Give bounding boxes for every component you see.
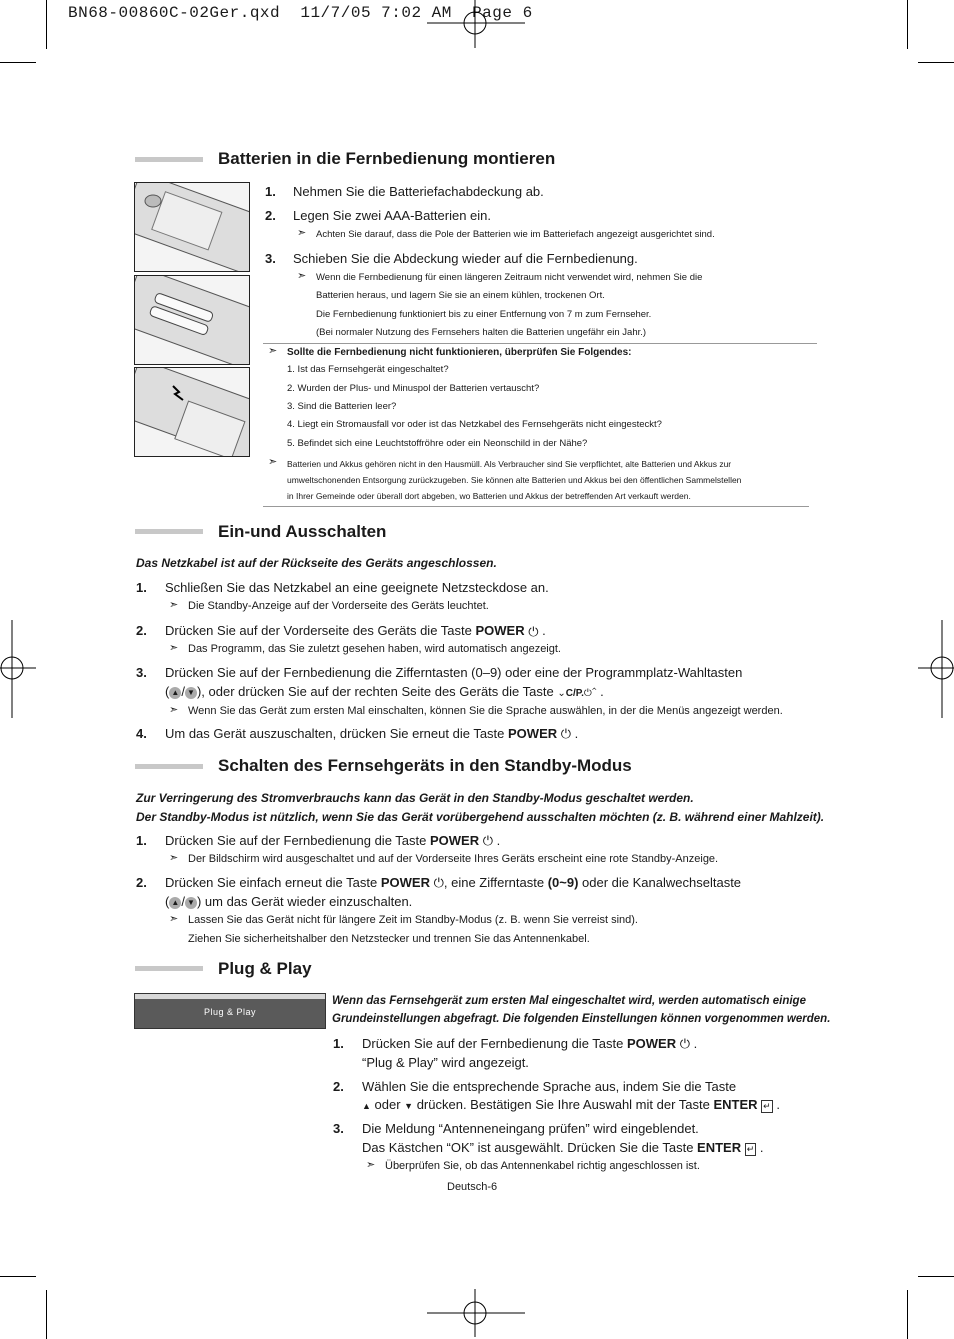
section-title-batterien: Batterien in die Fernbedienung montieren — [218, 149, 556, 168]
registration-mark-icon — [918, 620, 954, 720]
step-number: 2. — [265, 208, 276, 223]
step-text: Das Kästchen “OK” ist ausgewählt. Drücken Sie die Taste ENTER ↵ . — [362, 1140, 764, 1155]
step-number: 3. — [333, 1121, 344, 1136]
note-text: Achten Sie darauf, dass die Pole der Batterien wie im Batteriefach angezeigt ausgerichtet sind. — [316, 229, 715, 240]
note-text: umweltschonenden Entsorgung zurückzugeben. Sie können alte Batterien und Akkus bei den öffentlichen Sammelstellen — [287, 475, 742, 485]
remote-batteries-illustration — [134, 275, 250, 365]
remote-close-cover-illustration — [134, 367, 250, 457]
up-arrow-icon: ▲ — [362, 1101, 371, 1111]
step-number: 1. — [136, 580, 147, 595]
arrow-note-icon: ➣ — [297, 270, 307, 282]
list-item: 2. Wurden der Plus- und Minuspol der Batterien vertauscht? — [287, 383, 540, 394]
step-text: Drücken Sie auf der Fernbedienung die Zifferntasten (0–9) oder eine der Programmplatz-Wahltasten — [165, 665, 743, 680]
trouble-title: Sollte die Fernbedienung nicht funktionieren, überprüfen Sie Folgendes: — [287, 347, 632, 358]
note-text: in Ihrer Gemeinde oder überall dort abgeben, wo Batterien und Akkus der betreffenden Art verkauft werden. — [287, 491, 691, 501]
step-number: 1. — [333, 1036, 344, 1051]
crop-mark — [0, 62, 36, 63]
crop-mark — [918, 1276, 954, 1277]
registration-mark-icon — [0, 620, 36, 720]
list-item: 1. Ist das Fernsehgerät eingeschaltet? — [287, 364, 449, 375]
power-icon: ⏻ — [679, 1036, 691, 1051]
section-bar — [135, 764, 203, 769]
step-number: 2. — [136, 623, 147, 638]
crop-mark — [46, 1290, 47, 1339]
section-bar — [135, 529, 203, 534]
channel-down-icon: ▼ — [185, 897, 197, 909]
note-text: (Bei normaler Nutzung des Fernsehers halten die Batterien ungefähr ein Jahr.) — [316, 327, 647, 338]
list-item: 4. Liegt ein Stromausfall vor oder ist das Netzkabel des Fernsehgeräts nicht eingesteckt? — [287, 419, 662, 430]
step-number: 2. — [333, 1079, 344, 1094]
crop-mark — [0, 1276, 36, 1277]
note-text: Batterien und Akkus gehören nicht in den Hausmüll. Als Verbraucher sind Sie verpflichtet, alte Batterien und Akkus zur — [287, 459, 732, 469]
power-icon: ⏻ — [433, 875, 444, 890]
arrow-note-icon: ➣ — [268, 456, 278, 468]
step-text: Die Meldung “Antenneneingang prüfen” wird eingeblendet. — [362, 1121, 699, 1136]
step-text: Schließen Sie das Netzkabel an eine geeignete Netzsteckdose an. — [165, 580, 549, 595]
power-icon: ⏻ — [482, 833, 494, 848]
enter-icon: ↵ — [763, 1101, 771, 1111]
note-text: Wenn die Fernbedienung für einen längeren Zeitraum nicht verwendet wird, nehmen Sie die — [316, 272, 703, 283]
arrow-note-icon: ➣ — [169, 704, 179, 716]
print-header: BN68-00860C-02Ger.qxd 11/7/05 7:02 AM Page 6 — [68, 4, 533, 22]
arrow-note-icon: ➣ — [297, 227, 307, 239]
step-number: 3. — [136, 665, 147, 680]
step-text: Drücken Sie auf der Fernbedienung die Taste POWER ⏻ . — [165, 833, 501, 848]
section-bar — [135, 157, 203, 162]
step-text: Drücken Sie auf der Vorderseite des Geräts die Taste POWER ⏻ . — [165, 623, 546, 639]
arrow-note-icon: ➣ — [169, 642, 179, 654]
crop-mark — [46, 0, 47, 49]
step-text: Drücken Sie auf der Fernbedienung die Taste POWER ⏻ . — [362, 1036, 698, 1051]
step-text: ▲ oder ▼ drücken. Bestätigen Sie Ihre Auswahl mit der Taste ENTER ↵ . — [362, 1097, 780, 1112]
arrow-note-icon: ➣ — [169, 599, 179, 611]
step-number: 2. — [136, 875, 147, 890]
section-intro: Das Netzkabel ist auf der Rückseite des Geräts angeschlossen. — [136, 556, 497, 570]
step-number: 1. — [265, 184, 276, 199]
note-text: Überprüfen Sie, ob das Antennenkabel richtig angeschlossen ist. — [385, 1160, 700, 1172]
page-number: Deutsch-6 — [447, 1181, 498, 1193]
registration-mark-icon — [427, 0, 527, 50]
arrow-note-icon: ➣ — [366, 1159, 376, 1171]
note-text: Die Fernbedienung funktioniert bis zu einer Entfernung von 7 m zum Fernseher. — [316, 309, 652, 320]
list-item: 5. Befindet sich eine Leuchtstoffröhre oder ein Neonschild in der Nähe? — [287, 438, 588, 449]
note-text: Wenn Sie das Gerät zum ersten Mal einschalten, können Sie die Sprache auswählen, in der die Menüs angezeigt werden. — [188, 705, 783, 717]
section-intro: Grundeinstellungen abgefragt. Die folgenden Einstellungen können vorgenommen werden. — [332, 1013, 831, 1025]
step-text: ( ▲ / ▼ ), oder drücken Sie auf der rechten Seite des Geräts die Taste ⌄C/P.⏻⌃ . — [165, 684, 604, 699]
plug-and-play-osd — [134, 993, 326, 1029]
step-text: ( ▲ / ▼ ) um das Gerät wieder einzuschalten. — [165, 894, 413, 909]
osd-label: Plug & Play — [203, 1007, 257, 1017]
registration-mark-icon — [427, 1289, 527, 1339]
section-title-standby: Schalten des Fernsehgeräts in den Standby-Modus — [218, 756, 632, 775]
step-text: Legen Sie zwei AAA-Batterien ein. — [293, 208, 492, 223]
step-text: Drücken Sie einfach erneut die Taste POWER ⏻, eine Zifferntaste (0~9) oder die Kanalwechseltaste — [165, 875, 742, 890]
channel-up-icon: ▲ — [169, 897, 181, 909]
enter-icon: ↵ — [746, 1144, 755, 1154]
section-intro: Zur Verringerung des Stromverbrauchs kann das Gerät in den Standby-Modus geschaltet werden. — [136, 791, 694, 805]
divider — [263, 343, 817, 344]
note-text: Der Bildschirm wird ausgeschaltet und auf der Vorderseite Ihres Geräts erscheint eine rote Standby-Anzeige. — [188, 853, 719, 865]
divider — [263, 506, 809, 507]
arrow-note-icon: ➣ — [268, 345, 278, 357]
note-text: Das Programm, das Sie zuletzt gesehen haben, wird automatisch angezeigt. — [188, 643, 561, 655]
arrow-note-icon: ➣ — [169, 913, 179, 925]
power-icon: ⏻ — [528, 623, 539, 639]
note-text: Ziehen Sie sicherheitshalber den Netzstecker und trennen Sie das Antennenkabel. — [188, 933, 590, 945]
list-item: 3. Sind die Batterien leer? — [287, 401, 397, 412]
channel-up-icon: ▲ — [169, 687, 181, 699]
crop-mark — [907, 1290, 908, 1339]
step-text: Nehmen Sie die Batteriefachabdeckung ab. — [293, 184, 544, 199]
step-number: 4. — [136, 726, 147, 741]
step-text: Um das Gerät auszuschalten, drücken Sie erneut die Taste POWER ⏻ . — [165, 726, 579, 741]
section-intro: Der Standby-Modus ist nützlich, wenn Sie das Gerät vorübergehend ausschalten möchten (z. B. während einer Mahlzeit). — [136, 810, 825, 824]
crop-mark — [907, 0, 908, 49]
section-bar — [135, 966, 203, 971]
step-text: “Plug & Play” wird angezeigt. — [362, 1055, 529, 1070]
crop-mark — [918, 62, 954, 63]
note-text: Lassen Sie das Gerät nicht für längere Zeit im Standby-Modus (z. B. wenn Sie verreist sind). — [188, 914, 638, 926]
step-number: 1. — [136, 833, 147, 848]
down-arrow-icon: ▼ — [404, 1101, 414, 1111]
arrow-note-icon: ➣ — [169, 852, 179, 864]
note-text: Die Standby-Anzeige auf der Vorderseite des Geräts leuchtet. — [188, 600, 489, 612]
step-number: 3. — [265, 251, 276, 266]
note-text: Batterien heraus, und lagern Sie sie an einem kühlen, trockenen Ort. — [316, 290, 605, 301]
section-intro: Wenn das Fernsehgerät zum ersten Mal eingeschaltet wird, werden automatisch einige — [332, 995, 806, 1007]
remote-cover-illustration — [134, 182, 250, 272]
step-text: Wählen Sie die entsprechende Sprache aus, indem Sie die Taste — [362, 1079, 737, 1094]
step-text: Schieben Sie die Abdeckung wieder auf die Fernbedienung. — [293, 251, 638, 266]
channel-down-icon: ▼ — [185, 687, 197, 699]
section-title-ein: Ein-und Ausschalten — [218, 522, 387, 541]
power-icon: ⏻ — [560, 726, 572, 741]
section-title-plug: Plug & Play — [218, 959, 312, 978]
